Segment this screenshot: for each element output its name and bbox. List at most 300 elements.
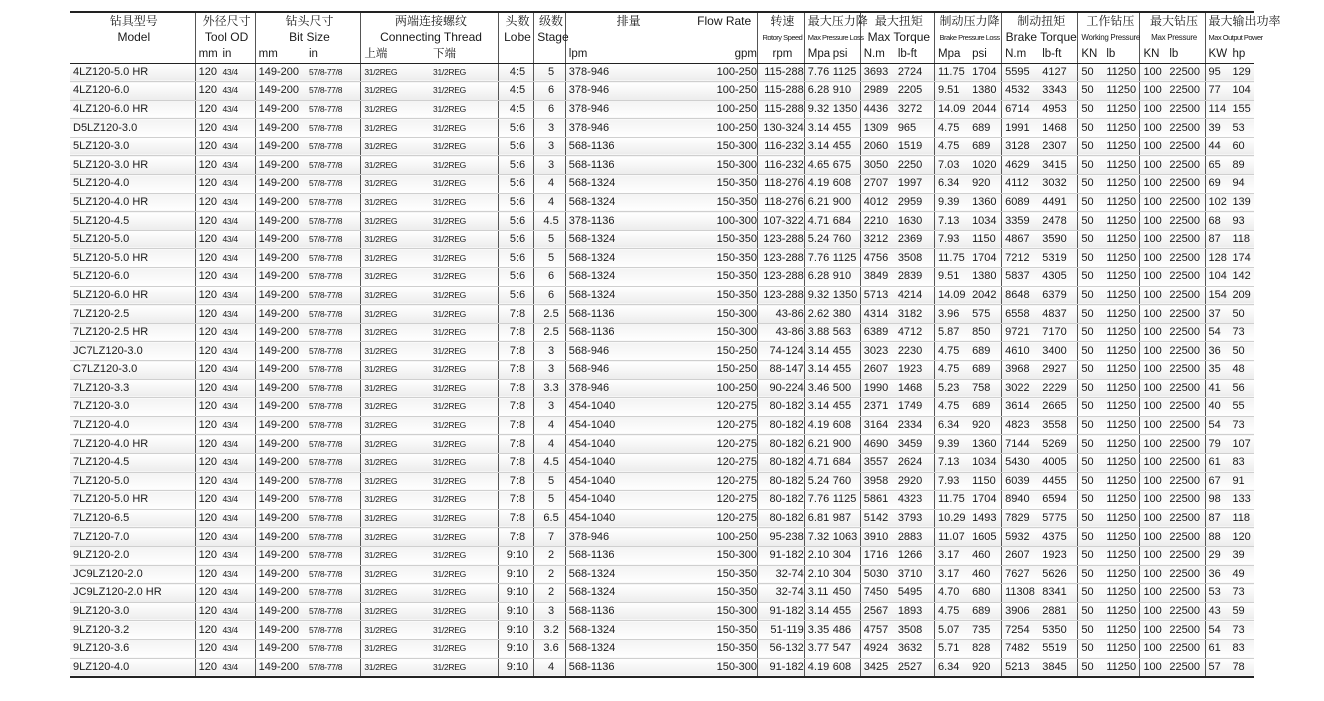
cell-flow-lpm: 568-1324: [565, 621, 688, 640]
stage-header-cn: 级数: [534, 12, 566, 29]
cell-od-in: 43/4: [220, 156, 256, 175]
cell-stage: 4: [534, 435, 566, 454]
cell-lobe: 4:5: [498, 100, 534, 119]
cell-out-kw: 69: [1205, 175, 1229, 194]
cell-bit-mm: 149-200: [255, 453, 306, 472]
cell-mpl-psi: 987: [830, 509, 861, 528]
cell-wp-kn: 50: [1078, 230, 1103, 249]
cell-thread-upper: 31/2REG: [361, 435, 430, 454]
cell-od-in: 43/4: [220, 119, 256, 138]
cell-torque-nm: 1716: [860, 546, 895, 565]
cell-wp-lb: 11250: [1103, 584, 1140, 603]
cell-mwp-kn: 100: [1140, 546, 1166, 565]
cell-od-mm: 120: [195, 305, 219, 324]
cell-out-kw: 95: [1205, 63, 1229, 82]
cell-bpl-mpa: 4.75: [934, 398, 969, 417]
cell-bt-lbft: 2229: [1039, 379, 1078, 398]
cell-bt-lbft: 5775: [1039, 509, 1078, 528]
cell-bt-nm: 1991: [1002, 119, 1040, 138]
cell-od-in: 43/4: [220, 175, 256, 194]
cell-mwp-kn: 100: [1140, 472, 1166, 491]
cell-stage: 6: [534, 268, 566, 287]
cell-thread-upper: 31/2REG: [361, 137, 430, 156]
cell-mwp-kn: 100: [1140, 509, 1166, 528]
cell-wp-lb: 11250: [1103, 453, 1140, 472]
cell-torque-lbft: 2527: [895, 658, 935, 677]
cell-bt-lbft: 2478: [1039, 212, 1078, 231]
cell-bit-mm: 149-200: [255, 156, 306, 175]
cell-mpl-psi: 455: [830, 137, 861, 156]
cell-lobe: 5:6: [498, 137, 534, 156]
cell-bit-in: 57/8-77/8: [306, 584, 361, 603]
cell-torque-nm: 3425: [860, 658, 895, 677]
cell-bpl-psi: 575: [969, 305, 1002, 324]
cell-bt-lbft: 4837: [1039, 305, 1078, 324]
cell-wp-kn: 50: [1078, 416, 1103, 435]
cell-flow-lpm: 454-1040: [565, 472, 688, 491]
cell-bpl-psi: 1034: [969, 453, 1002, 472]
cell-mpl-psi: 1063: [830, 528, 861, 547]
cell-bpl-mpa: 11.75: [934, 63, 969, 82]
cell-lobe: 5:6: [498, 249, 534, 268]
cell-od-mm: 120: [195, 100, 219, 119]
cell-torque-nm: 4756: [860, 249, 895, 268]
table-row: [70, 249, 1254, 268]
cell-od-in: 43/4: [220, 584, 256, 603]
cell-bpl-psi: 1034: [969, 212, 1002, 231]
cell-bpl-psi: 1380: [969, 268, 1002, 287]
cell-bt-nm: 8940: [1002, 491, 1040, 510]
cell-mwp-lb: 22500: [1166, 212, 1205, 231]
cell-mwp-lb: 22500: [1166, 398, 1205, 417]
cell-torque-lbft: 3182: [895, 305, 935, 324]
cell-thread-upper: 31/2REG: [361, 565, 430, 584]
cell-mpl-mpa: 3.14: [804, 602, 829, 621]
output-power-header-cn: 最大输出功率: [1205, 12, 1254, 29]
cell-od-mm: 120: [195, 156, 219, 175]
cell-od-in: 43/4: [220, 212, 256, 231]
cell-model: 5LZ120-4.5: [70, 212, 195, 231]
brake-torque-header-en: Brake Torque: [1002, 29, 1078, 46]
cell-bit-in: 57/8-77/8: [306, 472, 361, 491]
cell-out-hp: 83: [1229, 639, 1254, 658]
cell-bit-mm: 149-200: [255, 212, 306, 231]
cell-bit-mm: 149-200: [255, 361, 306, 380]
cell-bit-in: 57/8-77/8: [306, 453, 361, 472]
speed-header-en: Rotory Speed: [758, 29, 805, 46]
cell-mpl-mpa: 4.71: [804, 212, 829, 231]
cell-mwp-lb: 22500: [1166, 119, 1205, 138]
cell-od-in: 43/4: [220, 193, 256, 212]
cell-mpl-mpa: 3.46: [804, 379, 829, 398]
cell-torque-lbft: 2839: [895, 268, 935, 287]
cell-mpl-psi: 900: [830, 435, 861, 454]
cell-out-kw: 61: [1205, 639, 1229, 658]
cell-bit-in: 57/8-77/8: [306, 268, 361, 287]
cell-out-kw: 57: [1205, 658, 1229, 677]
cell-torque-nm: 6389: [860, 323, 895, 342]
cell-lobe: 4:5: [498, 82, 534, 101]
cell-thread-upper: 31/2REG: [361, 100, 430, 119]
bit-header-en: Bit Size: [255, 29, 361, 46]
cell-wp-kn: 50: [1078, 546, 1103, 565]
cell-bt-nm: 7254: [1002, 621, 1040, 640]
cell-wp-lb: 11250: [1103, 379, 1140, 398]
cell-stage: 3.6: [534, 639, 566, 658]
cell-stage: 5: [534, 230, 566, 249]
cell-thread-upper: 31/2REG: [361, 602, 430, 621]
cell-wp-kn: 50: [1078, 63, 1103, 82]
cell-lobe: 9:10: [498, 565, 534, 584]
cell-out-hp: 73: [1229, 323, 1254, 342]
cell-speed-rpm: 123-288: [758, 268, 805, 287]
cell-mpl-psi: 910: [830, 82, 861, 101]
table-row: [70, 509, 1254, 528]
cell-flow-gpm: 150-350: [688, 175, 757, 194]
cell-torque-nm: 3910: [860, 528, 895, 547]
cell-bpl-psi: 1150: [969, 230, 1002, 249]
cell-mwp-lb: 22500: [1166, 602, 1205, 621]
cell-model: 5LZ120-5.0: [70, 230, 195, 249]
cell-model: 5LZ120-4.0: [70, 175, 195, 194]
cell-out-kw: 67: [1205, 472, 1229, 491]
cell-wp-kn: 50: [1078, 398, 1103, 417]
cell-out-kw: 77: [1205, 82, 1229, 101]
cell-stage: 5: [534, 249, 566, 268]
cell-bt-lbft: 5350: [1039, 621, 1078, 640]
cell-wp-kn: 50: [1078, 379, 1103, 398]
cell-wp-lb: 11250: [1103, 565, 1140, 584]
table-row: [70, 639, 1254, 658]
cell-flow-lpm: 378-1136: [565, 212, 688, 231]
cell-flow-lpm: 568-1324: [565, 230, 688, 249]
cell-thread-lower: 31/2REG: [430, 546, 498, 565]
cell-stage: 3: [534, 398, 566, 417]
cell-mwp-lb: 22500: [1166, 546, 1205, 565]
cell-model: 5LZ120-3.0 HR: [70, 156, 195, 175]
cell-bpl-mpa: 7.93: [934, 230, 969, 249]
flow-header-en: Flow Rate: [688, 12, 757, 29]
cell-torque-nm: 3050: [860, 156, 895, 175]
cell-od-in: 43/4: [220, 249, 256, 268]
cell-out-kw: 79: [1205, 435, 1229, 454]
cell-out-hp: 142: [1229, 268, 1254, 287]
cell-lobe: 7:8: [498, 435, 534, 454]
cell-mpl-mpa: 6.21: [804, 435, 829, 454]
cell-lobe: 9:10: [498, 658, 534, 677]
cell-mwp-lb: 22500: [1166, 435, 1205, 454]
cell-stage: 6: [534, 100, 566, 119]
cell-thread-upper: 31/2REG: [361, 230, 430, 249]
cell-flow-lpm: 568-1324: [565, 565, 688, 584]
lobe-header-cn: 头数: [498, 12, 534, 29]
cell-thread-lower: 31/2REG: [430, 416, 498, 435]
cell-out-hp: 50: [1229, 342, 1254, 361]
cell-bpl-mpa: 10.29: [934, 509, 969, 528]
cell-od-mm: 120: [195, 658, 219, 677]
cell-mwp-kn: 100: [1140, 342, 1166, 361]
cell-speed-rpm: 80-182: [758, 491, 805, 510]
cell-od-mm: 120: [195, 361, 219, 380]
cell-model: 7LZ120-4.0 HR: [70, 435, 195, 454]
cell-bpl-psi: 689: [969, 361, 1002, 380]
cell-out-hp: 48: [1229, 361, 1254, 380]
cell-flow-lpm: 568-1136: [565, 156, 688, 175]
cell-wp-kn: 50: [1078, 137, 1103, 156]
cell-torque-nm: 5713: [860, 286, 895, 305]
cell-out-kw: 40: [1205, 398, 1229, 417]
cell-mwp-kn: 100: [1140, 658, 1166, 677]
cell-out-hp: 133: [1229, 491, 1254, 510]
max-pressure-loss-header-en: Max Pressure Loss: [804, 29, 860, 46]
cell-od-in: 43/4: [220, 286, 256, 305]
cell-bpl-psi: 828: [969, 639, 1002, 658]
out-unit-hp: hp: [1229, 46, 1254, 63]
cell-out-kw: 39: [1205, 119, 1229, 138]
cell-out-kw: 53: [1205, 584, 1229, 603]
cell-bt-nm: 5430: [1002, 453, 1040, 472]
cell-mpl-psi: 1350: [830, 286, 861, 305]
cell-mpl-psi: 760: [830, 472, 861, 491]
cell-mpl-psi: 486: [830, 621, 861, 640]
cell-flow-lpm: 568-1136: [565, 546, 688, 565]
cell-speed-rpm: 74-124: [758, 342, 805, 361]
cell-mpl-psi: 450: [830, 584, 861, 603]
cell-bit-in: 57/8-77/8: [306, 82, 361, 101]
cell-flow-gpm: 150-350: [688, 193, 757, 212]
cell-thread-upper: 31/2REG: [361, 453, 430, 472]
cell-flow-gpm: 120-275: [688, 472, 757, 491]
cell-thread-lower: 31/2REG: [430, 342, 498, 361]
cell-bpl-psi: 758: [969, 379, 1002, 398]
cell-bit-in: 57/8-77/8: [306, 137, 361, 156]
cell-speed-rpm: 115-288: [758, 82, 805, 101]
cell-od-mm: 120: [195, 602, 219, 621]
cell-out-hp: 73: [1229, 621, 1254, 640]
cell-bpl-mpa: 3.17: [934, 565, 969, 584]
cell-out-kw: 65: [1205, 156, 1229, 175]
cell-out-hp: 59: [1229, 602, 1254, 621]
cell-bt-lbft: 8341: [1039, 584, 1078, 603]
cell-stage: 4: [534, 658, 566, 677]
cell-flow-lpm: 568-1136: [565, 602, 688, 621]
cell-speed-rpm: 80-182: [758, 416, 805, 435]
cell-wp-lb: 11250: [1103, 639, 1140, 658]
cell-torque-nm: 4012: [860, 193, 895, 212]
table-row: [70, 100, 1254, 119]
cell-thread-lower: 31/2REG: [430, 584, 498, 603]
cell-bt-nm: 8648: [1002, 286, 1040, 305]
speed-unit-rpm: rpm: [758, 46, 805, 63]
cell-out-hp: 120: [1229, 528, 1254, 547]
cell-od-mm: 120: [195, 528, 219, 547]
cell-bt-nm: 7627: [1002, 565, 1040, 584]
mwp-unit-lb: lb: [1166, 46, 1205, 63]
cell-speed-rpm: 91-182: [758, 602, 805, 621]
cell-torque-lbft: 1630: [895, 212, 935, 231]
thread-header-cn: 两端连接螺纹: [361, 12, 498, 29]
cell-wp-kn: 50: [1078, 193, 1103, 212]
cell-lobe: 9:10: [498, 602, 534, 621]
cell-flow-lpm: 568-1324: [565, 268, 688, 287]
cell-torque-nm: 3557: [860, 453, 895, 472]
cell-model: 7LZ120-4.0: [70, 416, 195, 435]
cell-torque-lbft: 2369: [895, 230, 935, 249]
cell-wp-kn: 50: [1078, 82, 1103, 101]
cell-od-mm: 120: [195, 453, 219, 472]
cell-wp-kn: 50: [1078, 342, 1103, 361]
cell-flow-gpm: 100-250: [688, 379, 757, 398]
cell-bpl-mpa: 9.39: [934, 435, 969, 454]
cell-bpl-mpa: 4.70: [934, 584, 969, 603]
cell-bt-nm: 5837: [1002, 268, 1040, 287]
cell-bit-mm: 149-200: [255, 286, 306, 305]
brake-torque-header-cn: 制动扭矩: [1002, 12, 1078, 29]
cell-mwp-lb: 22500: [1166, 509, 1205, 528]
cell-flow-gpm: 150-250: [688, 361, 757, 380]
cell-torque-nm: 2371: [860, 398, 895, 417]
brake-pressure-loss-header-en: Brake Pressure Loss: [934, 29, 1001, 46]
cell-bpl-mpa: 11.75: [934, 491, 969, 510]
flow-header-cn: 排量: [565, 12, 688, 29]
cell-od-mm: 120: [195, 230, 219, 249]
cell-stage: 2.5: [534, 323, 566, 342]
cell-out-hp: 53: [1229, 119, 1254, 138]
cell-bpl-psi: 1704: [969, 249, 1002, 268]
cell-mpl-mpa: 3.14: [804, 342, 829, 361]
cell-bt-nm: 3022: [1002, 379, 1040, 398]
cell-od-in: 43/4: [220, 379, 256, 398]
cell-model: 7LZ120-4.5: [70, 453, 195, 472]
cell-flow-lpm: 568-1136: [565, 658, 688, 677]
cell-bt-lbft: 6594: [1039, 491, 1078, 510]
cell-bt-lbft: 3415: [1039, 156, 1078, 175]
cell-mpl-mpa: 3.14: [804, 398, 829, 417]
cell-torque-lbft: 1749: [895, 398, 935, 417]
cell-out-hp: 174: [1229, 249, 1254, 268]
cell-bpl-psi: 1605: [969, 528, 1002, 547]
cell-speed-rpm: 32-74: [758, 565, 805, 584]
cell-bt-nm: 7482: [1002, 639, 1040, 658]
cell-out-hp: 60: [1229, 137, 1254, 156]
cell-out-hp: 209: [1229, 286, 1254, 305]
cell-bpl-psi: 1380: [969, 82, 1002, 101]
cell-thread-lower: 31/2REG: [430, 361, 498, 380]
cell-flow-gpm: 120-275: [688, 453, 757, 472]
cell-mpl-psi: 675: [830, 156, 861, 175]
cell-mwp-lb: 22500: [1166, 137, 1205, 156]
cell-bit-in: 57/8-77/8: [306, 658, 361, 677]
cell-torque-lbft: 2920: [895, 472, 935, 491]
cell-bt-nm: 11308: [1002, 584, 1040, 603]
cell-mwp-lb: 22500: [1166, 379, 1205, 398]
cell-bt-lbft: 6379: [1039, 286, 1078, 305]
cell-out-hp: 91: [1229, 472, 1254, 491]
cell-torque-nm: 2060: [860, 137, 895, 156]
cell-bpl-psi: 689: [969, 119, 1002, 138]
cell-out-kw: 37: [1205, 305, 1229, 324]
cell-torque-lbft: 2724: [895, 63, 935, 82]
cell-flow-gpm: 100-300: [688, 212, 757, 231]
cell-mwp-kn: 100: [1140, 137, 1166, 156]
cell-flow-gpm: 150-350: [688, 249, 757, 268]
cell-stage: 2: [534, 546, 566, 565]
cell-torque-nm: 4924: [860, 639, 895, 658]
cell-od-mm: 120: [195, 342, 219, 361]
cell-mpl-psi: 608: [830, 416, 861, 435]
cell-bit-mm: 149-200: [255, 584, 306, 603]
cell-bpl-mpa: 7.13: [934, 212, 969, 231]
cell-mwp-kn: 100: [1140, 379, 1166, 398]
cell-model: 7LZ120-3.0: [70, 398, 195, 417]
cell-speed-rpm: 123-288: [758, 286, 805, 305]
cell-mpl-mpa: 7.76: [804, 491, 829, 510]
cell-lobe: 9:10: [498, 546, 534, 565]
cell-bt-lbft: 5626: [1039, 565, 1078, 584]
bit-unit-in: in: [306, 46, 361, 63]
cell-bit-in: 57/8-77/8: [306, 100, 361, 119]
cell-out-hp: 155: [1229, 100, 1254, 119]
cell-mwp-lb: 22500: [1166, 323, 1205, 342]
cell-thread-upper: 31/2REG: [361, 639, 430, 658]
cell-thread-lower: 31/2REG: [430, 63, 498, 82]
cell-torque-nm: 3958: [860, 472, 895, 491]
cell-mpl-psi: 684: [830, 453, 861, 472]
cell-od-in: 43/4: [220, 639, 256, 658]
cell-lobe: 9:10: [498, 639, 534, 658]
cell-bpl-mpa: 14.09: [934, 100, 969, 119]
table-row: [70, 491, 1254, 510]
cell-wp-kn: 50: [1078, 472, 1103, 491]
cell-mpl-mpa: 5.24: [804, 230, 829, 249]
cell-torque-nm: 1309: [860, 119, 895, 138]
cell-mwp-lb: 22500: [1166, 639, 1205, 658]
cell-wp-lb: 11250: [1103, 119, 1140, 138]
cell-stage: 5: [534, 63, 566, 82]
cell-bit-in: 57/8-77/8: [306, 528, 361, 547]
cell-bpl-mpa: 5.07: [934, 621, 969, 640]
cell-mwp-lb: 22500: [1166, 658, 1205, 677]
cell-torque-lbft: 1266: [895, 546, 935, 565]
cell-out-hp: 118: [1229, 509, 1254, 528]
cell-wp-lb: 11250: [1103, 305, 1140, 324]
cell-model: 9LZ120-3.6: [70, 639, 195, 658]
working-pressure-header-cn: 工作钻压: [1078, 12, 1140, 29]
cell-thread-lower: 31/2REG: [430, 453, 498, 472]
cell-stage: 4.5: [534, 453, 566, 472]
cell-bit-mm: 149-200: [255, 565, 306, 584]
cell-torque-nm: 2210: [860, 212, 895, 231]
cell-speed-rpm: 91-182: [758, 546, 805, 565]
cell-bit-in: 57/8-77/8: [306, 230, 361, 249]
cell-out-kw: 54: [1205, 621, 1229, 640]
cell-thread-upper: 31/2REG: [361, 398, 430, 417]
cell-thread-lower: 31/2REG: [430, 156, 498, 175]
cell-stage: 7: [534, 528, 566, 547]
cell-bpl-psi: 1360: [969, 435, 1002, 454]
cell-torque-lbft: 4323: [895, 491, 935, 510]
cell-model: 7LZ120-2.5 HR: [70, 323, 195, 342]
table-row: [70, 82, 1254, 101]
cell-bt-lbft: 3032: [1039, 175, 1078, 194]
cell-wp-kn: 50: [1078, 268, 1103, 287]
cell-wp-lb: 11250: [1103, 212, 1140, 231]
cell-speed-rpm: 95-238: [758, 528, 805, 547]
cell-bt-nm: 4112: [1002, 175, 1040, 194]
thread-header-en: Connecting Thread: [361, 29, 498, 46]
cell-bit-in: 57/8-77/8: [306, 416, 361, 435]
cell-mpl-mpa: 4.19: [804, 175, 829, 194]
